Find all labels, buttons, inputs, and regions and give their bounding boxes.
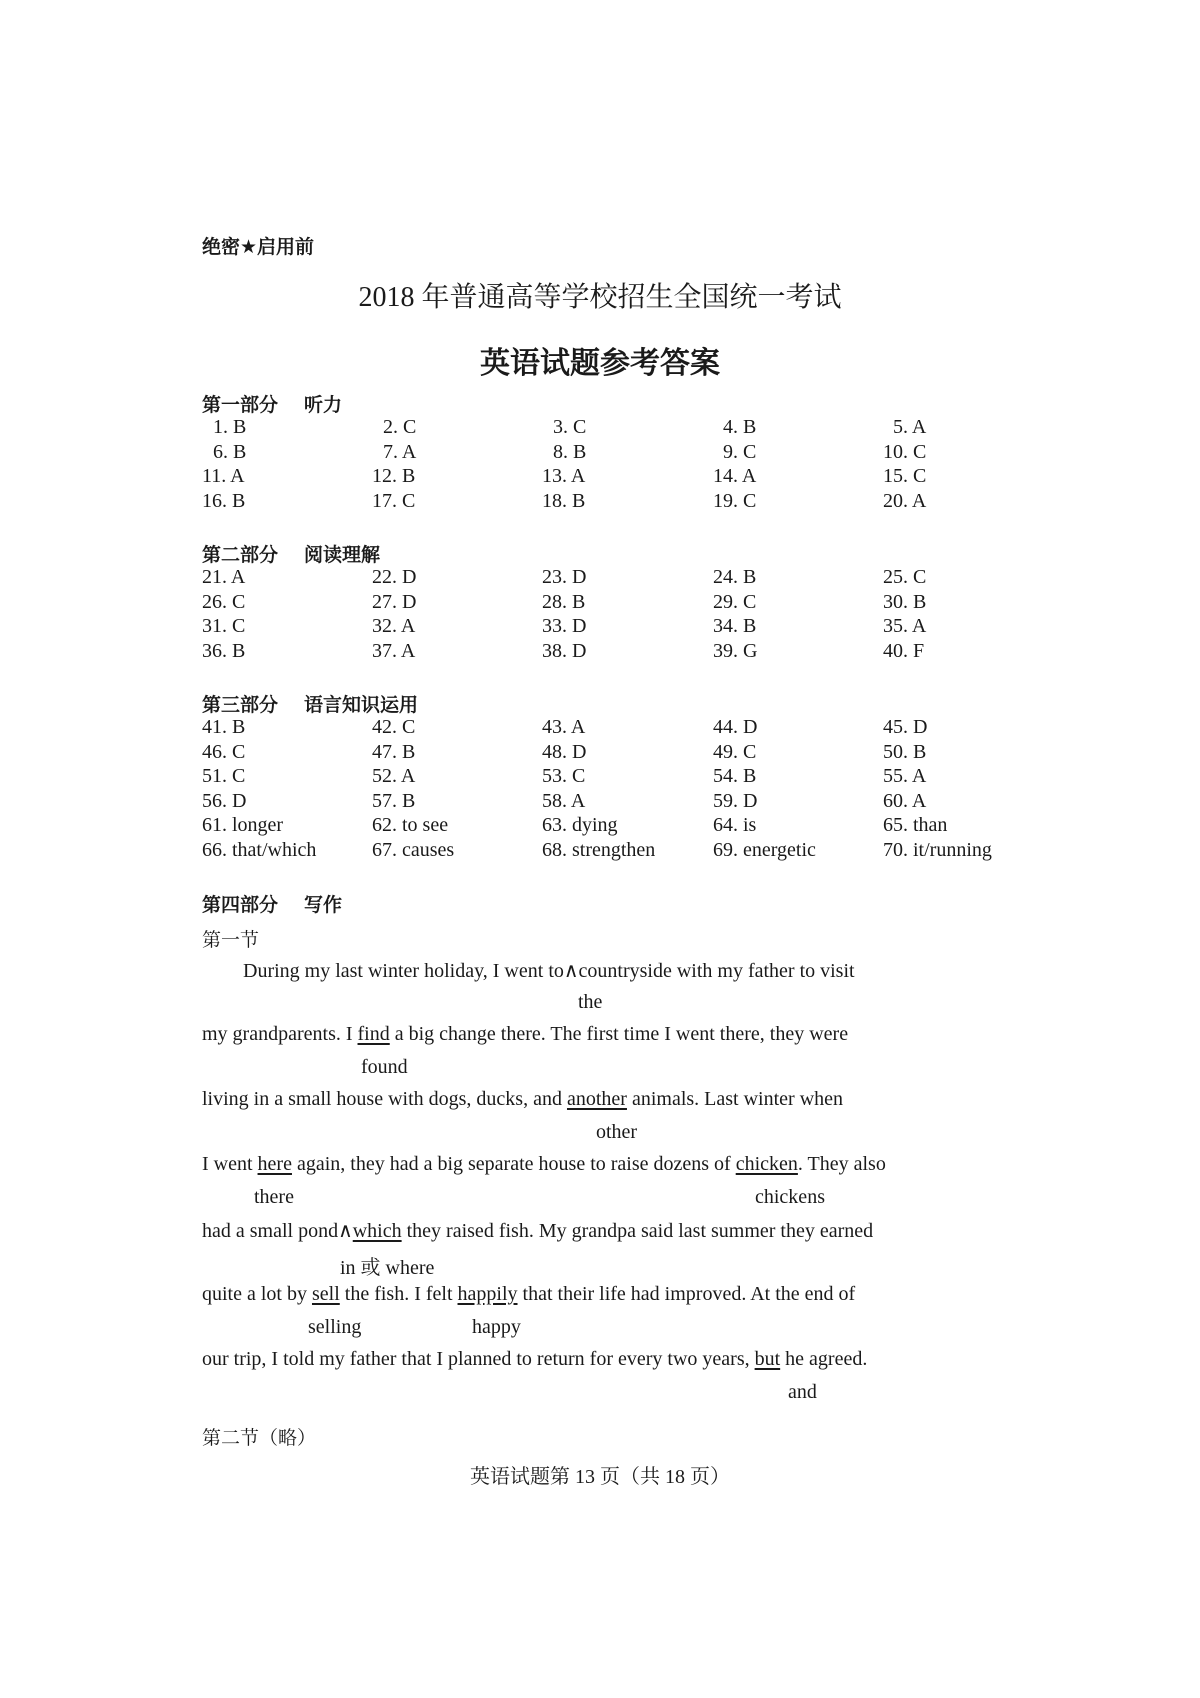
answer-item: 36. B bbox=[202, 639, 246, 662]
answer-item: 5. A bbox=[893, 416, 927, 438]
answer-item: 40. F bbox=[883, 639, 925, 662]
correction-word: there bbox=[254, 1186, 294, 1208]
section1-label: 第一节 bbox=[202, 929, 260, 951]
error-word: which bbox=[352, 1220, 402, 1242]
answer-item: 12. B bbox=[372, 465, 416, 487]
document-title: 英语试题参考答案 bbox=[480, 346, 720, 381]
answer-item: 47. B bbox=[372, 740, 416, 763]
error-word: find bbox=[357, 1023, 390, 1045]
answer-item: 65. than bbox=[883, 814, 948, 836]
part4-heading-topic: 写作 bbox=[304, 894, 343, 916]
part4-heading-number: 第四部分 bbox=[202, 894, 279, 916]
correction-word: in 或 where bbox=[340, 1257, 435, 1279]
answer-item: 59. D bbox=[713, 789, 758, 812]
answer-item: 16. B bbox=[202, 489, 246, 512]
correction-word: other bbox=[596, 1121, 638, 1143]
part3-heading-topic: 语言知识运用 bbox=[304, 694, 419, 716]
answer-item: 7. A bbox=[383, 440, 417, 463]
essay-line: our trip, I told my father that I planned to return for every two years, but he agreed. bbox=[202, 1348, 868, 1370]
error-word: happily bbox=[457, 1283, 518, 1305]
confidential-label: 绝密★启用前 bbox=[202, 236, 315, 258]
correction-word: selling bbox=[308, 1316, 362, 1338]
answer-item: 42. C bbox=[372, 716, 416, 738]
answer-item: 8. B bbox=[553, 440, 587, 463]
part2-heading-topic: 阅读理解 bbox=[304, 544, 381, 566]
correction-word: chickens bbox=[755, 1186, 825, 1208]
essay-line: my grandparents. I find a big change there. The first time I went there, they were bbox=[202, 1023, 849, 1045]
answer-item: 13. A bbox=[542, 465, 586, 487]
deletion-mark: o bbox=[596, 1348, 607, 1370]
answer-item: 1. B bbox=[213, 416, 247, 438]
answer-item: 46. C bbox=[202, 740, 246, 763]
answer-item: 3. C bbox=[553, 416, 587, 438]
answer-item: 30. B bbox=[883, 590, 927, 613]
answer-item: 58. A bbox=[542, 789, 586, 812]
answer-item: 22. D bbox=[372, 566, 417, 588]
correction-word: happy bbox=[472, 1316, 521, 1338]
answer-item: 55. A bbox=[883, 765, 927, 787]
answer-item: 41. B bbox=[202, 716, 246, 738]
answer-item: 44. D bbox=[713, 716, 758, 738]
answer-item: 61. longer bbox=[202, 814, 284, 836]
part3-heading-number: 第三部分 bbox=[202, 694, 279, 716]
answer-item: 49. C bbox=[713, 740, 757, 763]
answer-item: 53. C bbox=[542, 765, 586, 787]
page-footer: 英语试题第 13 页（共 18 页） bbox=[470, 1466, 730, 1488]
answer-item: 54. B bbox=[713, 765, 757, 787]
insert-caret-mark: ∧ bbox=[563, 960, 579, 982]
correction-word: and bbox=[788, 1381, 817, 1403]
correction-word: found bbox=[361, 1056, 408, 1078]
essay-line: quite a lot by sell the fish. I felt happily that their life had improved. At the end of bbox=[202, 1283, 856, 1305]
essay-line: had a small pond∧which they raised fish. My grandpa said last summer they earned bbox=[202, 1220, 874, 1242]
part1-heading-number: 第一部分 bbox=[202, 394, 279, 416]
essay-line: I went here again, they had a big separate house to raise dozens of chicken. They also bbox=[202, 1153, 886, 1175]
error-word: another bbox=[566, 1088, 627, 1110]
correction-word: the bbox=[578, 991, 603, 1013]
answer-item: 17. C bbox=[372, 489, 416, 512]
error-word: sell bbox=[311, 1283, 340, 1305]
answer-item: 27. D bbox=[372, 590, 417, 613]
answer-item: 57. B bbox=[372, 789, 416, 812]
answer-item: 6. B bbox=[213, 440, 247, 463]
exam-title: 2018 年普通高等学校招生全国统一考试 bbox=[358, 282, 842, 313]
answer-item: 60. A bbox=[883, 789, 927, 812]
answer-item: 38. D bbox=[542, 639, 587, 662]
answer-item: 21. A bbox=[202, 566, 246, 588]
answer-item: 51. C bbox=[202, 765, 246, 787]
error-word: chicken bbox=[735, 1153, 798, 1175]
answer-item: 33. D bbox=[542, 615, 587, 637]
answer-item: 69. energetic bbox=[713, 838, 816, 861]
essay-line: living in a small house with dogs, ducks, and another animals. Last winter when bbox=[202, 1088, 844, 1110]
answer-item: 66. that/which bbox=[202, 838, 317, 861]
answer-item: 31. C bbox=[202, 615, 246, 637]
answer-item: 15. C bbox=[883, 465, 927, 487]
answer-item: 26. C bbox=[202, 590, 246, 613]
answer-item: 62. to see bbox=[372, 814, 449, 836]
answer-item: 19. C bbox=[713, 489, 757, 512]
answer-item: 29. C bbox=[713, 590, 757, 613]
answer-item: 20. A bbox=[883, 489, 927, 512]
answer-item: 37. A bbox=[372, 639, 416, 662]
answer-item: 56. D bbox=[202, 789, 247, 812]
error-word: but bbox=[754, 1348, 781, 1370]
answer-item: 64. is bbox=[713, 814, 757, 836]
answer-item: 70. it/running bbox=[883, 838, 992, 861]
answer-item: 14. A bbox=[713, 465, 757, 487]
part2-heading-number: 第二部分 bbox=[202, 544, 279, 566]
answer-item: 35. A bbox=[883, 615, 927, 637]
answer-item: 24. B bbox=[713, 566, 757, 588]
answer-item: 18. B bbox=[542, 489, 586, 512]
answer-item: 39. G bbox=[713, 639, 758, 662]
answer-item: 68. strengthen bbox=[542, 838, 656, 861]
answer-item: 32. A bbox=[372, 615, 416, 637]
answer-item: 63. dying bbox=[542, 814, 618, 836]
answer-item: 50. B bbox=[883, 740, 927, 763]
answer-item: 4. B bbox=[723, 416, 757, 438]
answer-item: 45. D bbox=[883, 716, 928, 738]
answer-item: 10. C bbox=[883, 440, 927, 463]
part1-heading-topic: 听力 bbox=[304, 394, 343, 416]
answer-item: 28. B bbox=[542, 590, 586, 613]
section2-label: 第二节（略） bbox=[202, 1427, 317, 1449]
answer-item: 52. A bbox=[372, 765, 416, 787]
answer-item: 67. causes bbox=[372, 838, 455, 861]
answer-item: 23. D bbox=[542, 566, 587, 588]
answer-item: 11. A bbox=[202, 465, 245, 487]
answer-item: 34. B bbox=[713, 615, 757, 637]
answer-item: 25. C bbox=[883, 566, 927, 588]
answer-item: 2. C bbox=[383, 416, 417, 438]
error-word: here bbox=[257, 1153, 292, 1175]
answer-item: 48. D bbox=[542, 740, 587, 763]
insert-caret-mark: ∧ bbox=[338, 1220, 353, 1242]
answer-item: 9. C bbox=[723, 440, 757, 463]
answer-item: 43. A bbox=[542, 716, 586, 738]
essay-line: During my last winter holiday, I went to∧countryside with my father to visit bbox=[243, 960, 855, 982]
